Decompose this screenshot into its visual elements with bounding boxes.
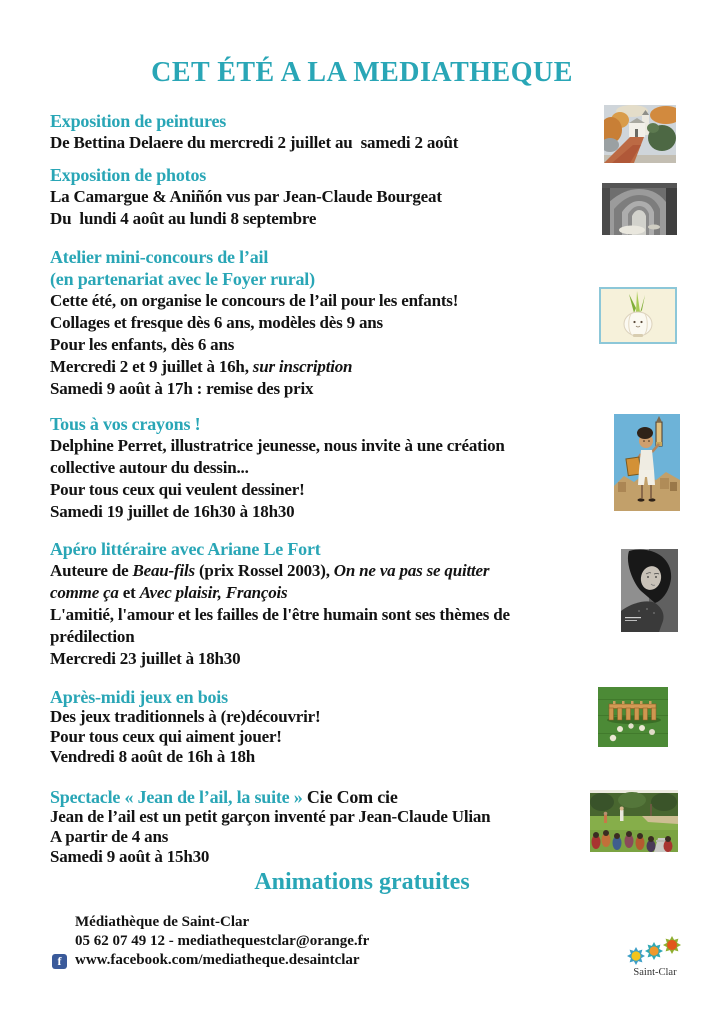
body-line: De Bettina Delaere du mercredi 2 juillet au samedi 2 août	[50, 133, 459, 152]
gear-flowers-icon	[624, 934, 686, 966]
section-heading: Exposition de peintures	[50, 111, 227, 131]
section-atelier-ail	[50, 246, 458, 400]
body-line: La Camargue & Aniñón vus par Jean-Claude Bourgeat	[50, 187, 442, 206]
garlic-cartoon-image	[599, 287, 677, 344]
section-heading: Tous à vos crayons !	[50, 414, 201, 434]
body-line: comme ça et Avec plaisir, François	[50, 583, 288, 602]
body-line: L'amitié, l'amour et les failles de l'être humain sont ses thèmes de	[50, 605, 510, 624]
body-line: Auteure de Beau-fils (prix Rossel 2003), On ne va pas se quitter	[50, 561, 490, 580]
body-line: Samedi 9 août à 15h30	[50, 847, 210, 866]
body-line: Pour tous ceux qui veulent dessiner!	[50, 480, 305, 499]
footer-phone-email: 05 62 07 49 12 - mediathequestclar@orange.fr	[75, 933, 370, 949]
page-title: CET ÉTÉ A LA MEDIATHEQUE	[151, 57, 573, 88]
section-tous-a-vos-crayons	[50, 413, 505, 523]
body-line: Samedi 9 août à 17h : remise des prix	[50, 379, 314, 398]
section-exposition-peintures	[50, 110, 458, 154]
author-portrait-image	[621, 549, 678, 632]
body-line: Collages et fresque dès 6 ans, modèles dès 9 ans	[50, 313, 383, 332]
body-line: Mercredi 23 juillet à 18h30	[50, 649, 241, 668]
body-line: Des jeux traditionnels à (re)découvrir!	[50, 707, 321, 726]
body-line: collective autour du dessin...	[50, 458, 249, 477]
village-painting-image	[604, 105, 676, 163]
illustrator-drawing-image	[614, 414, 680, 511]
body-line: Pour tous ceux qui aiment jouer!	[50, 727, 282, 746]
body-line: Cette été, on organise le concours de l’ail pour les enfants!	[50, 291, 459, 310]
section-heading: Spectacle « Jean de l’ail, la suite » Cie Com cie	[50, 787, 398, 807]
footer-org-name: Médiathèque de Saint-Clar	[75, 914, 250, 930]
stone-arches-photo-image	[602, 183, 677, 235]
body-line: Samedi 19 juillet de 16h30 à 18h30	[50, 502, 295, 521]
section-heading: Après-midi jeux en bois	[50, 687, 228, 707]
outdoor-show-image	[590, 790, 678, 852]
section-jeux-en-bois	[50, 687, 320, 767]
section-heading: Exposition de photos	[50, 165, 207, 185]
facebook-icon: f	[52, 954, 67, 969]
body-line: prédilection	[50, 627, 135, 646]
section-apero-litteraire	[50, 538, 510, 670]
body-line: Vendredi 8 août de 16h à 18h	[50, 747, 256, 766]
wooden-games-image	[598, 687, 668, 747]
footer	[52, 913, 369, 970]
body-line: Mercredi 2 et 9 juillet à 16h, sur inscription	[50, 357, 353, 376]
body-line: Pour les enfants, dès 6 ans	[50, 335, 235, 354]
footer-facebook-url: www.facebook.com/mediatheque.desaintclar	[75, 952, 360, 968]
saint-clar-logo	[618, 934, 692, 978]
closing-banner: Animations gratuites	[254, 869, 470, 895]
section-spectacle	[50, 787, 490, 867]
body-line: A partir de 4 ans	[50, 827, 169, 846]
section-heading: Apéro littéraire avec Ariane Le Fort	[50, 539, 321, 559]
body-line: Du lundi 4 août au lundi 8 septembre	[50, 209, 317, 228]
section-exposition-photos	[50, 164, 442, 230]
body-line: Jean de l’ail est un petit garçon inventé par Jean-Claude Ulian	[50, 807, 491, 826]
section-heading-line2: (en partenariat avec le Foyer rural)	[50, 269, 315, 289]
body-line: Delphine Perret, illustratrice jeunesse, nous invite à une création	[50, 436, 505, 455]
section-heading: Atelier mini-concours de l’ail	[50, 247, 269, 267]
logo-caption: Saint-Clar	[633, 967, 677, 978]
